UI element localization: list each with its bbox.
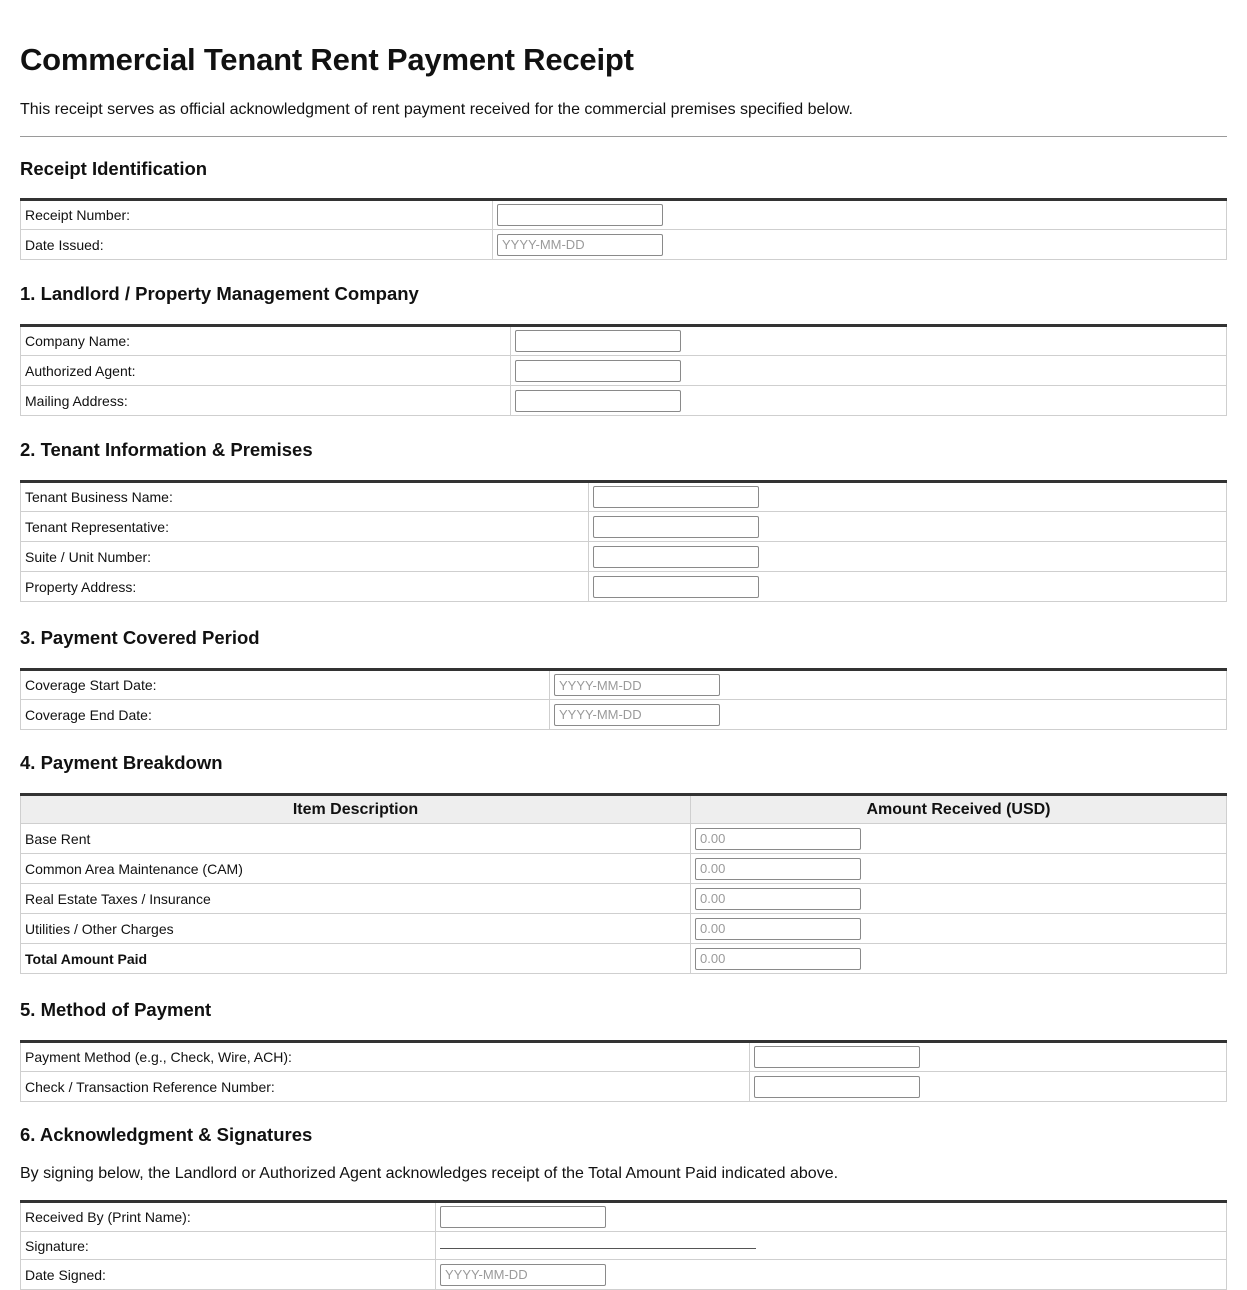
table-row <box>21 482 1227 512</box>
table-row <box>21 944 1227 974</box>
base-rent-input[interactable] <box>695 828 861 850</box>
section-title-breakdown: 4. Payment Breakdown <box>20 752 223 773</box>
table-row <box>21 854 1227 884</box>
receipt-number-input[interactable] <box>497 204 663 226</box>
tenant-table <box>20 480 1227 602</box>
table-row <box>21 1202 1227 1232</box>
date-signed-input[interactable] <box>440 1264 606 1286</box>
tenant-business-name-label: Tenant Business Name: <box>21 482 589 512</box>
section-title-receipt-identification: Receipt Identification <box>20 158 208 179</box>
mailing-address-input[interactable] <box>515 390 681 412</box>
coverage-start-date-label: Coverage Start Date: <box>21 670 550 700</box>
landlord-table <box>20 324 1227 416</box>
cam-label: Common Area Maintenance (CAM) <box>21 854 691 884</box>
table-row <box>21 1072 1227 1102</box>
company-name-label: Company Name: <box>21 326 511 356</box>
taxes-insurance-label: Real Estate Taxes / Insurance <box>21 884 691 914</box>
payment-method-input[interactable] <box>754 1046 920 1068</box>
table-row <box>21 1232 1227 1260</box>
table-header-row <box>21 795 1227 824</box>
table-row <box>21 914 1227 944</box>
table-row <box>21 572 1227 602</box>
table-row <box>21 326 1227 356</box>
cam-input[interactable] <box>695 858 861 880</box>
column-header-amount-received: Amount Received (USD) <box>691 795 1227 824</box>
table-row <box>21 700 1227 730</box>
table-row <box>21 512 1227 542</box>
signature-label: Signature: <box>21 1232 436 1260</box>
section-title-landlord: 1. Landlord / Property Management Company <box>20 283 419 304</box>
reference-number-label: Check / Transaction Reference Number: <box>21 1072 750 1102</box>
payment-method-table <box>20 1040 1227 1102</box>
signature-line[interactable] <box>440 1248 756 1249</box>
authorized-agent-input[interactable] <box>515 360 681 382</box>
table-row <box>21 386 1227 416</box>
utilities-other-label: Utilities / Other Charges <box>21 914 691 944</box>
section-title-method: 5. Method of Payment <box>20 999 212 1020</box>
received-by-label: Received By (Print Name): <box>21 1202 436 1232</box>
property-address-input[interactable] <box>593 576 759 598</box>
taxes-insurance-input[interactable] <box>695 888 861 910</box>
utilities-other-input[interactable] <box>695 918 861 940</box>
period-table <box>20 668 1227 730</box>
table-row <box>21 200 1227 230</box>
table-row <box>21 1042 1227 1072</box>
section-title-acknowledgment: 6. Acknowledgment & Signatures <box>20 1124 313 1145</box>
table-row <box>21 230 1227 260</box>
table-row <box>21 356 1227 386</box>
table-row <box>21 1260 1227 1290</box>
reference-number-input[interactable] <box>754 1076 920 1098</box>
section-title-period: 3. Payment Covered Period <box>20 627 260 648</box>
table-row <box>21 670 1227 700</box>
table-row <box>21 884 1227 914</box>
date-issued-input[interactable] <box>497 234 663 256</box>
table-row <box>21 542 1227 572</box>
suite-unit-number-input[interactable] <box>593 546 759 568</box>
tenant-representative-input[interactable] <box>593 516 759 538</box>
tenant-representative-label: Tenant Representative: <box>21 512 589 542</box>
section-title-tenant: 2. Tenant Information & Premises <box>20 439 313 460</box>
date-signed-label: Date Signed: <box>21 1260 436 1290</box>
coverage-start-date-input[interactable] <box>554 674 720 696</box>
total-amount-paid-input[interactable] <box>695 948 861 970</box>
receipt-identification-table <box>20 198 1227 260</box>
base-rent-label: Base Rent <box>21 824 691 854</box>
tenant-business-name-input[interactable] <box>593 486 759 508</box>
coverage-end-date-label: Coverage End Date: <box>21 700 550 730</box>
payment-breakdown-table <box>20 793 1227 974</box>
mailing-address-label: Mailing Address: <box>21 386 511 416</box>
signatures-table <box>20 1200 1227 1290</box>
received-by-input[interactable] <box>440 1206 606 1228</box>
receipt-number-label: Receipt Number: <box>21 200 493 230</box>
intro-text: This receipt serves as official acknowledgment of rent payment received for the commercial premises specified below. <box>20 101 853 118</box>
table-row <box>21 824 1227 854</box>
company-name-input[interactable] <box>515 330 681 352</box>
divider <box>20 136 1227 137</box>
column-header-item-description: Item Description <box>21 795 691 824</box>
property-address-label: Property Address: <box>21 572 589 602</box>
date-issued-label: Date Issued: <box>21 230 493 260</box>
acknowledgment-text: By signing below, the Landlord or Authorized Agent acknowledges receipt of the Total Amount Paid indicated above. <box>20 1165 839 1182</box>
coverage-end-date-input[interactable] <box>554 704 720 726</box>
authorized-agent-label: Authorized Agent: <box>21 356 511 386</box>
total-amount-paid-label: Total Amount Paid <box>21 944 691 974</box>
page-title: Commercial Tenant Rent Payment Receipt <box>20 42 634 77</box>
suite-unit-number-label: Suite / Unit Number: <box>21 542 589 572</box>
payment-method-label: Payment Method (e.g., Check, Wire, ACH): <box>21 1042 750 1072</box>
